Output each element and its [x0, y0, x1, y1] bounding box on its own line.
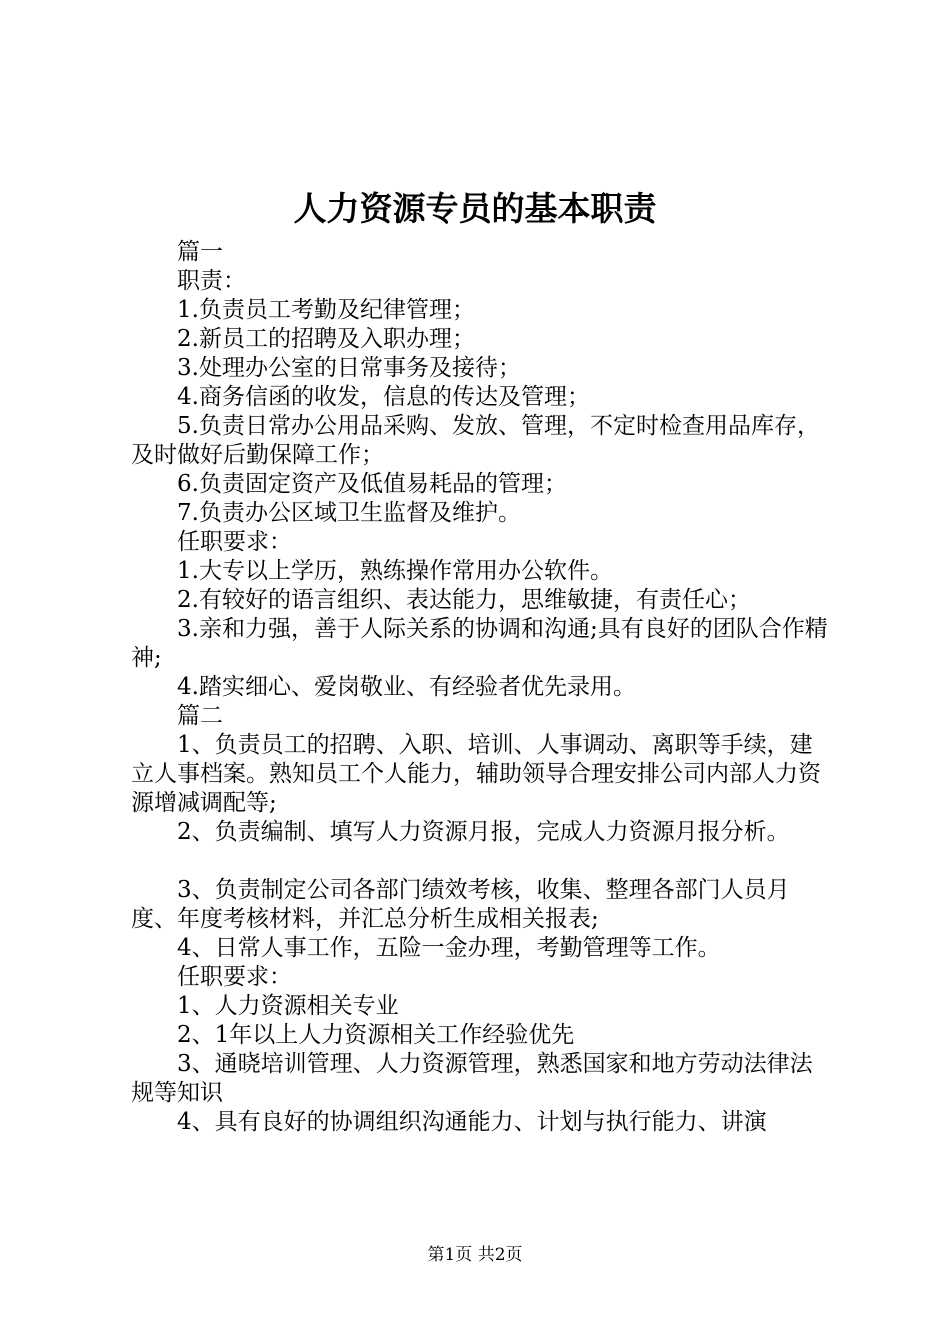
paragraph: 5.负责日常办公用品采购、发放、管理，不定时检查用品库存，及时做好后勤保障工作；: [131, 413, 820, 468]
paragraph: 4、具有良好的协调组织沟通能力、计划与执行能力、讲演: [177, 1109, 767, 1135]
paragraph: 4、日常人事工作，五险一金办理，考勤管理等工作。: [177, 935, 721, 961]
paragraph: 1.负责员工考勤及纪律管理；: [177, 297, 475, 323]
paragraph: 3、通晓培训管理、人力资源管理，熟悉国家和地方劳动法律法规等知识: [131, 1051, 813, 1106]
paragraph: 4.商务信函的收发，信息的传达及管理；: [177, 384, 590, 410]
paragraph: 3.处理办公室的日常事务及接待；: [177, 355, 521, 381]
subheading-requirements: 任职要求：: [177, 529, 292, 555]
paragraph: 2.新员工的招聘及入职办理；: [177, 326, 475, 352]
paragraph: 6.负责固定资产及低值易耗品的管理；: [177, 471, 567, 497]
paragraph: 2、1年以上人力资源相关工作经验优先: [177, 1022, 575, 1048]
paragraph: 1.大专以上学历，熟练操作常用办公软件。: [177, 558, 613, 584]
blank-line: [131, 847, 833, 876]
document-body: [131, 238, 833, 1137]
subheading-requirements: 任职要求：: [177, 964, 292, 990]
paragraph: 2、负责编制、填写人力资源月报，完成人力资源月报分析。: [177, 819, 790, 845]
paragraph: 7.负责办公区域卫生监督及维护。: [177, 500, 521, 526]
paragraph: 2.有较好的语言组织、表达能力，思维敏捷，有责任心；: [177, 587, 751, 613]
section-heading-2: 篇二: [177, 703, 223, 729]
paragraph: 3、负责制定公司各部门绩效考核，收集、整理各部门人员月度、年度考核材料，并汇总分析生成相关报表;: [131, 877, 790, 932]
paragraph: 4.踏实细心、爱岗敬业、有经验者优先录用。: [177, 674, 636, 700]
paragraph: 3.亲和力强，善于人际关系的协调和沟通;具有良好的团队合作精神;: [131, 616, 828, 671]
page-footer: 第1页 共2页: [427, 1245, 523, 1265]
subheading-duties: 职责：: [177, 268, 246, 294]
paragraph: 1、负责员工的招聘、入职、培训、人事调动、离职等手续，建立人事档案。熟知员工个人能力，辅助领导合理安排公司内部人力资源增减调配等;: [131, 732, 821, 816]
document-title: 人力资源专员的基本职责: [293, 189, 657, 228]
paragraph: 1、人力资源相关专业: [177, 993, 399, 1019]
section-heading-1: 篇一: [177, 239, 223, 265]
